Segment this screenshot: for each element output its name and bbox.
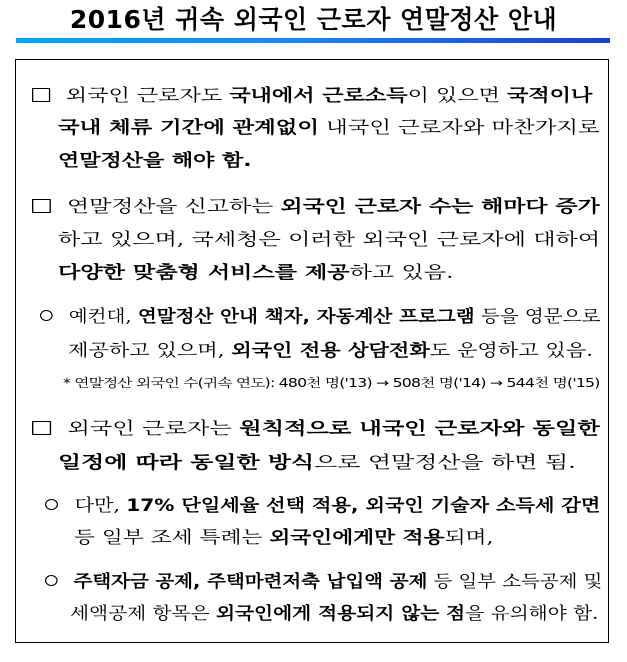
section-1-line-2 bbox=[58, 116, 600, 140]
section-3-line-2 bbox=[68, 339, 593, 363]
body-text: 외국인 근로자도 bbox=[65, 86, 230, 106]
body-text: 하고 있으며, 국세청은 이러한 외국인 근로자에 대하여 bbox=[58, 230, 601, 250]
emphasis-text: 연말정산 안내 책자, 자동계산 프로그램 bbox=[137, 307, 475, 327]
body-text: 외국인 근로자는 bbox=[67, 419, 240, 439]
body-text: 이 있으면 bbox=[407, 86, 507, 106]
body-text: 예컨대, bbox=[68, 307, 138, 327]
section-5-line-1 bbox=[45, 494, 600, 518]
square-bullet-icon bbox=[32, 421, 51, 435]
section-2-line-3 bbox=[58, 261, 453, 285]
section-6-line-1 bbox=[45, 570, 602, 594]
page-title: 2016년 귀속 외국인 근로자 연말정산 안내 bbox=[69, 5, 558, 34]
section-4-line-2 bbox=[58, 451, 576, 475]
square-bullet-icon bbox=[32, 199, 51, 213]
section-2-line-1 bbox=[32, 195, 600, 219]
body-text: 도 운영하고 있음. bbox=[429, 341, 593, 361]
emphasis-text: 원칙적으로 내국인 근로자와 동일한 bbox=[239, 419, 600, 439]
emphasis-text: 외국인 근로자 수는 해마다 증가 bbox=[280, 197, 600, 217]
section-1-line-3 bbox=[58, 149, 252, 173]
statistics-note: * 연말정산 외국인 수(귀속 연도): 480천 명('13) → 508천 명('14) → 544천 명('15) bbox=[63, 376, 600, 390]
emphasis-text: 연말정산을 해야 함. bbox=[58, 151, 252, 171]
body-text: 연말정산을 신고하는 bbox=[66, 197, 281, 217]
emphasis-text: 주택자금 공제, 주택마련저축 납입액 공제 bbox=[73, 572, 428, 592]
emphasis-text: 외국인 전용 상담전화 bbox=[231, 341, 430, 361]
emphasis-text: 외국인에게만 적용 bbox=[269, 528, 445, 548]
title-underline bbox=[16, 38, 610, 43]
body-text: 되며, bbox=[444, 528, 494, 548]
circle-bullet-icon bbox=[40, 310, 53, 321]
section-6-line-2 bbox=[70, 602, 598, 626]
body-text: 다만, bbox=[74, 496, 127, 516]
body-text: 하고 있음. bbox=[349, 263, 454, 283]
emphasis-text: 외국인에게 적용되지 않는 점 bbox=[215, 604, 466, 624]
emphasis-text: 다양한 맞춤형 서비스를 제공 bbox=[58, 263, 350, 283]
body-text: 세액공제 항목은 bbox=[70, 604, 216, 624]
circle-bullet-icon bbox=[45, 499, 58, 510]
section-4-line-1 bbox=[32, 417, 600, 441]
emphasis-text: 국내 체류 기간에 관계없이 bbox=[58, 118, 320, 138]
body-text: 등 일부 소득공제 및 bbox=[427, 572, 603, 592]
body-text: 등 일부 조세 특례는 bbox=[74, 528, 270, 548]
body-text: 등을 영문으로 bbox=[474, 307, 601, 327]
section-2-line-2 bbox=[58, 228, 600, 252]
emphasis-text: 일정에 따라 동일한 방식 bbox=[58, 453, 315, 473]
circle-bullet-icon bbox=[45, 575, 58, 586]
body-text: 내국인 근로자와 마찬가지로 bbox=[319, 118, 600, 138]
body-text: 제공하고 있으며, bbox=[68, 341, 232, 361]
section-1-line-1 bbox=[32, 84, 592, 108]
body-text: 을 유의해야 함. bbox=[465, 604, 599, 624]
square-bullet-icon bbox=[32, 88, 50, 102]
body-text: 으로 연말정산을 하면 됨. bbox=[314, 453, 576, 473]
emphasis-text: 국적이나 bbox=[506, 86, 593, 106]
section-3-line-1 bbox=[40, 305, 600, 329]
emphasis-text: 국내에서 근로소득 bbox=[229, 86, 408, 106]
section-5-line-2 bbox=[74, 526, 493, 550]
emphasis-text: 17% 단일세율 선택 적용, 외국인 기술자 소득세 감면 bbox=[126, 496, 601, 516]
